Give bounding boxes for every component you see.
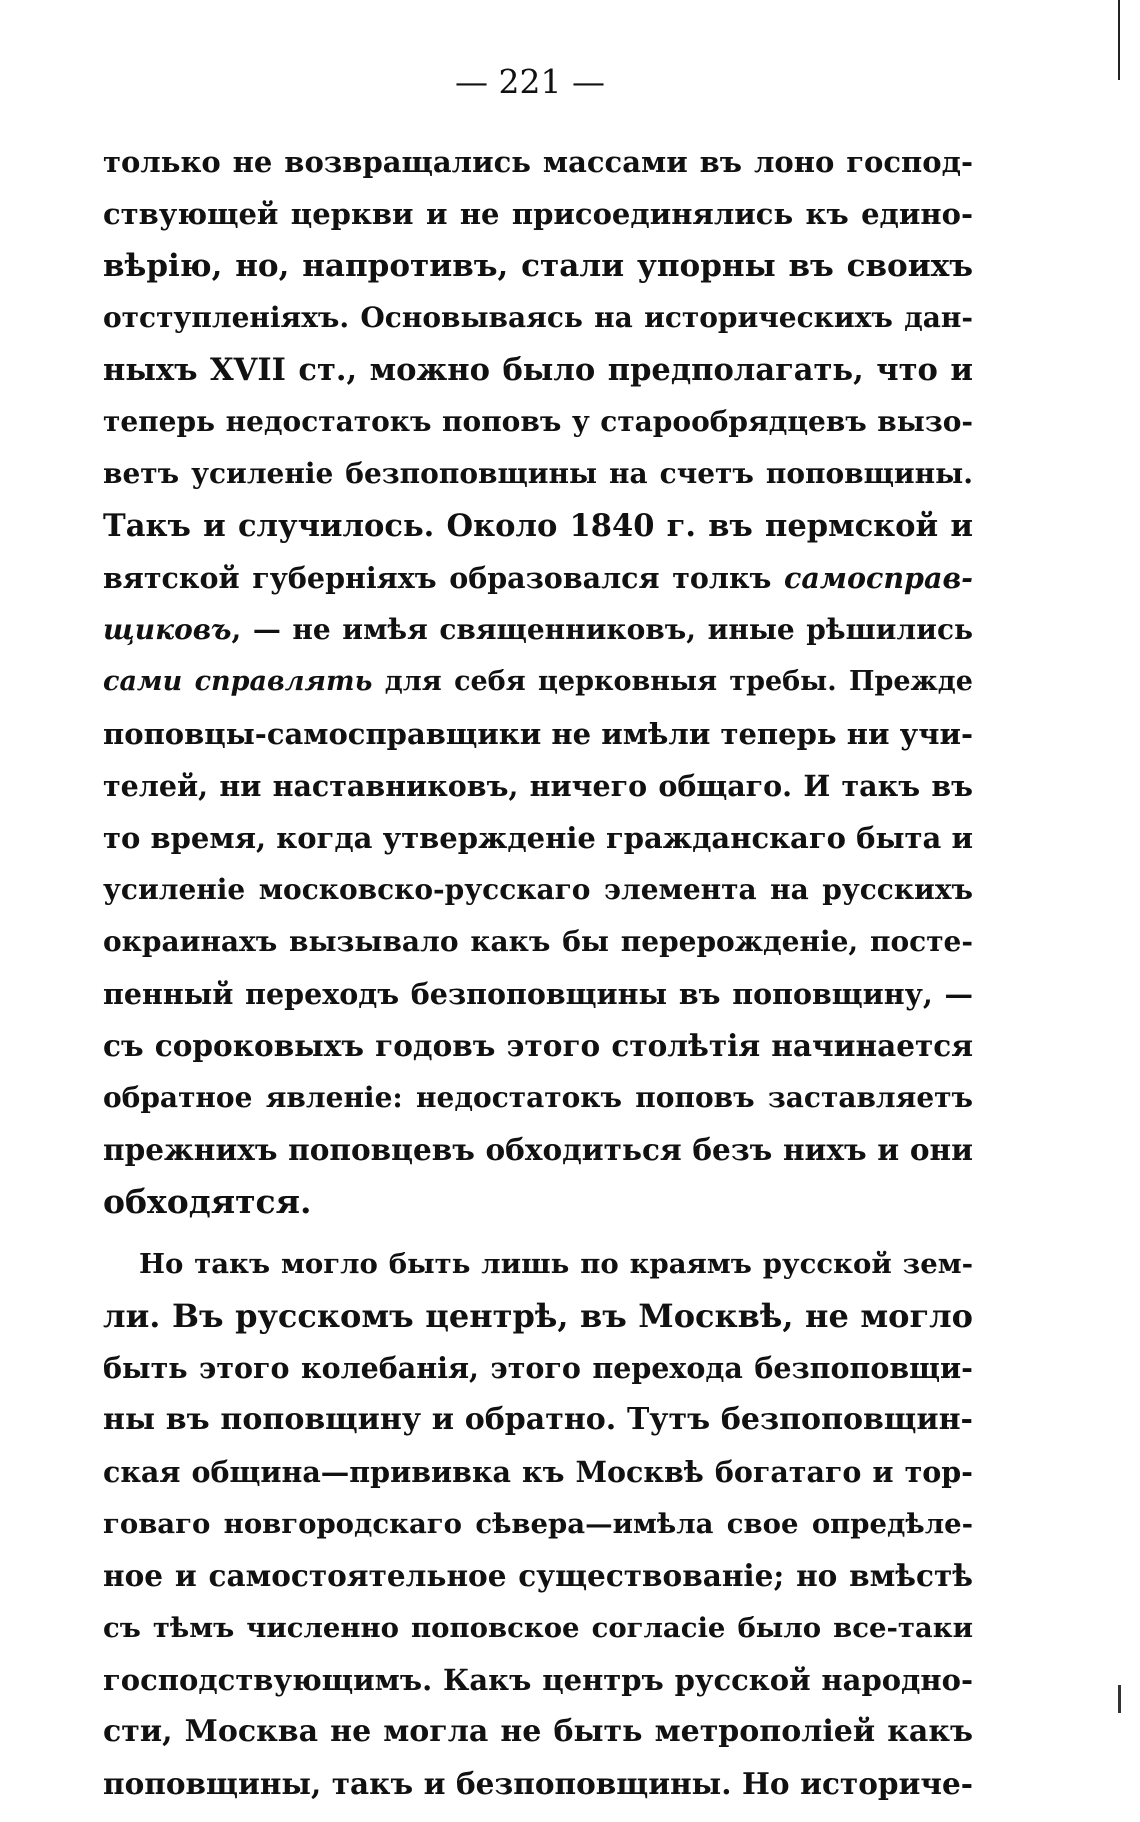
text-line — [103, 1342, 973, 1394]
text-line — [103, 1654, 973, 1706]
text-line — [103, 916, 973, 968]
page-edge-line — [1118, 0, 1120, 80]
text-line — [103, 604, 973, 656]
text-segment: , — не имѣя священниковъ, иные рѣшились — [231, 613, 973, 646]
text-segment: прежнихъ поповцевъ обходиться безъ нихъ и они — [103, 1132, 973, 1167]
text-segment: Такъ и случилось. Около 1840 г. въ пермской и — [103, 508, 973, 544]
text-line — [103, 1124, 973, 1176]
text-line — [103, 1394, 973, 1446]
paragraph — [103, 136, 973, 1228]
text-line — [103, 1706, 973, 1758]
text-segment: ное и самостоятельное существованіе; но вмѣстѣ — [103, 1558, 973, 1593]
italic-term: сами справлять — [103, 666, 373, 697]
text-line — [103, 188, 973, 240]
text-segment: поповцы-самосправщики не имѣли теперь ни учи- — [103, 717, 973, 751]
text-line — [103, 760, 973, 812]
text-line — [103, 240, 973, 292]
text-segment: ствующей церкви и не присоединялись къ едино- — [103, 197, 973, 231]
text-segment: то время, когда утвержденіе гражданскаго быта и — [103, 821, 973, 855]
text-segment: ныхъ XVII ст., можно было предполагать, что и — [103, 352, 973, 388]
text-segment: усиленіе московско-русскаго элемента на русскихъ — [103, 873, 973, 906]
text-segment: поповщины, такъ и безпоповщины. Но историче- — [103, 1766, 973, 1801]
text-segment: вятской губерніяхъ образовался толкъ — [103, 561, 785, 595]
italic-term: щиковъ — [103, 613, 232, 646]
text-line — [103, 1238, 973, 1290]
text-segment: только не возвращались массами въ лоно господ- — [103, 145, 973, 179]
text-segment: съ тѣмъ численно поповское согласіе было все-таки — [103, 1612, 973, 1644]
page-edge-mark — [1118, 1685, 1121, 1713]
text-segment: отступленіяхъ. Основываясь на историческихъ дан- — [103, 301, 973, 334]
text-segment: окраинахъ вызывало какъ бы перерожденіе, посте- — [103, 925, 973, 958]
text-line — [103, 1550, 973, 1602]
text-segment: господствующимъ. Какъ центръ русской народно- — [103, 1663, 973, 1697]
text-line — [103, 500, 973, 552]
text-line — [103, 812, 973, 864]
text-line — [103, 1176, 973, 1228]
text-segment: Но такъ могло быть лишь по краямъ русской зем- — [139, 1248, 973, 1280]
text-segment: телей, ни наставниковъ, ничего общаго. И такъ въ — [103, 769, 973, 803]
text-segment: пенный переходъ безпоповщины въ поповщину, — — [103, 977, 973, 1011]
text-line — [103, 1020, 973, 1072]
body-text — [103, 136, 973, 1810]
text-line — [103, 708, 973, 760]
text-line — [103, 656, 973, 708]
text-segment: обходятся. — [103, 1182, 312, 1221]
text-line — [103, 1498, 973, 1550]
text-segment: ли. Въ русскомъ центрѣ, въ Москвѣ, не могло — [103, 1297, 973, 1335]
text-line — [103, 448, 973, 500]
page-number: — 221 — — [455, 62, 605, 101]
text-segment: ны въ поповщину и обратно. Тутъ безпоповщин- — [103, 1402, 973, 1437]
text-segment: сти, Москва не могла не быть метрополіей какъ — [103, 1714, 973, 1749]
text-segment: ветъ усиленіе безпоповщины на счетъ поповщины. — [103, 457, 973, 490]
text-line — [103, 292, 973, 344]
text-line — [103, 1446, 973, 1498]
paragraph — [103, 1238, 973, 1810]
text-segment: говаго новгородскаго сѣвера—имѣла свое опредѣле- — [103, 1508, 973, 1540]
text-segment: для себя церковныя требы. Прежде — [372, 666, 973, 697]
text-line — [103, 1290, 973, 1342]
text-segment: съ сороковыхъ годовъ этого столѣтія начинается — [103, 1028, 973, 1063]
text-segment: ская община—прививка къ Москвѣ богатаго и тор- — [103, 1455, 973, 1489]
text-segment: теперь недостатокъ поповъ у старообрядцевъ вызо- — [103, 405, 973, 438]
text-line — [103, 1758, 973, 1810]
text-line — [103, 396, 973, 448]
text-line — [103, 1072, 973, 1124]
italic-term: самосправ- — [784, 561, 973, 595]
text-line — [103, 864, 973, 916]
text-line — [103, 344, 973, 396]
text-line — [103, 552, 973, 604]
text-line — [103, 136, 973, 188]
text-segment: быть этого колебанія, этого перехода безпоповщи- — [103, 1351, 973, 1385]
text-segment: вѣрію, но, напротивъ, стали упорны въ своихъ — [103, 248, 973, 284]
text-segment: обратное явленіе: недостатокъ поповъ заставляетъ — [103, 1081, 973, 1114]
text-line — [103, 968, 973, 1020]
text-line — [103, 1602, 973, 1654]
